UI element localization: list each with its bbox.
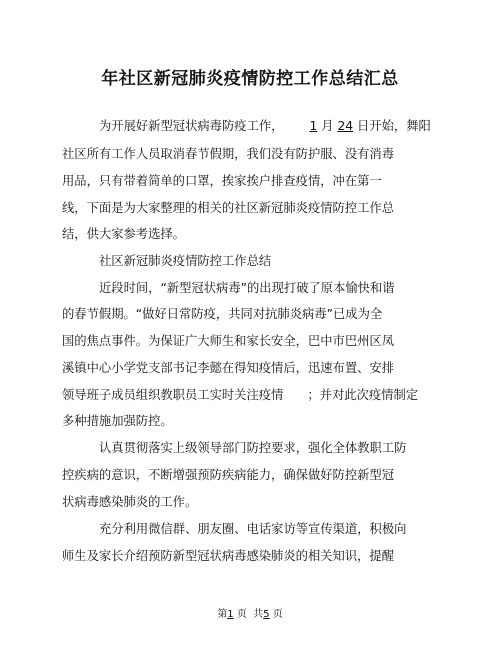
document-title: 年社区新冠肺炎疫情防控工作总结汇总 <box>101 69 399 89</box>
para1-line-6: 多种措施加强防控。 <box>62 414 173 428</box>
para1-line-5 <box>62 387 418 403</box>
subheading: 社区新冠肺炎疫情防控工作总结 <box>99 254 272 268</box>
intro-line-2: 社区所有工作人员取消春节假期，我们没有防护服、没有消毒 <box>62 147 395 161</box>
footer-prefix: 第 <box>217 609 228 620</box>
intro-line-1-text: 为开展好新型冠状病毒防疫工作， <box>99 119 284 133</box>
intro-line-3: 用品，只有带着简单的口罩，挨家挨户排查疫情，冲在第一 <box>62 174 382 188</box>
date-month-unit: 月 <box>321 119 334 133</box>
footer-page-number: 1 <box>227 609 234 620</box>
footer-mid: 页 共 <box>236 609 264 620</box>
page-footer <box>0 605 500 620</box>
para1-line-3: 国的焦点事件。为保证广大师生和家长安全，巴中市巴州区凤 <box>62 334 395 348</box>
para2-line-1: 认真贯彻落实上级领导部门防控要求，强化全体教职工防 <box>99 441 407 455</box>
intro-line-1-text-b: 日开始，舞阳 <box>357 119 431 133</box>
intro-line-5: 结，供大家参考选择。 <box>62 227 185 241</box>
date-day: 24 <box>337 119 354 133</box>
intro-line-4: 线，下面是为大家整理的相关的社区新冠肺炎疫情防控工作总 <box>62 201 395 215</box>
para2-line-2: 控疾病的意识，不断增强预防疾病能力，确保做好防控新型冠 <box>62 468 395 482</box>
para1-line-5-b: ；并对此次疫情制定 <box>307 388 419 402</box>
date-month: 1 <box>309 119 318 133</box>
intro-line-1 <box>99 118 431 134</box>
para1-line-4: 溪镇中心小学党支部书记李懿在得知疫情后，迅速布置、安排 <box>62 361 395 375</box>
para3-line-1: 充分利用微信群、朋友圈、电话家访等宣传渠道，积极向 <box>99 522 407 536</box>
para1-line-2: 的春节假期。“做好日常防疫，共同对抗肺炎病毒”已成为全 <box>62 307 383 321</box>
footer-total-pages: 5 <box>263 609 270 620</box>
footer-suffix: 页 <box>272 609 283 620</box>
para1-line-1: 近段时间，“新型冠状病毒”的出现打破了原本愉快和谐 <box>99 281 395 295</box>
para1-line-5-a: 领导班子成员组织教职员工实时关注疫情 <box>62 388 284 402</box>
para2-line-3: 状病毒感染肺炎的工作。 <box>62 495 198 509</box>
para3-line-2: 师生及家长介绍预防新型冠状病毒感染肺炎的相关知识，提醒 <box>62 549 395 563</box>
